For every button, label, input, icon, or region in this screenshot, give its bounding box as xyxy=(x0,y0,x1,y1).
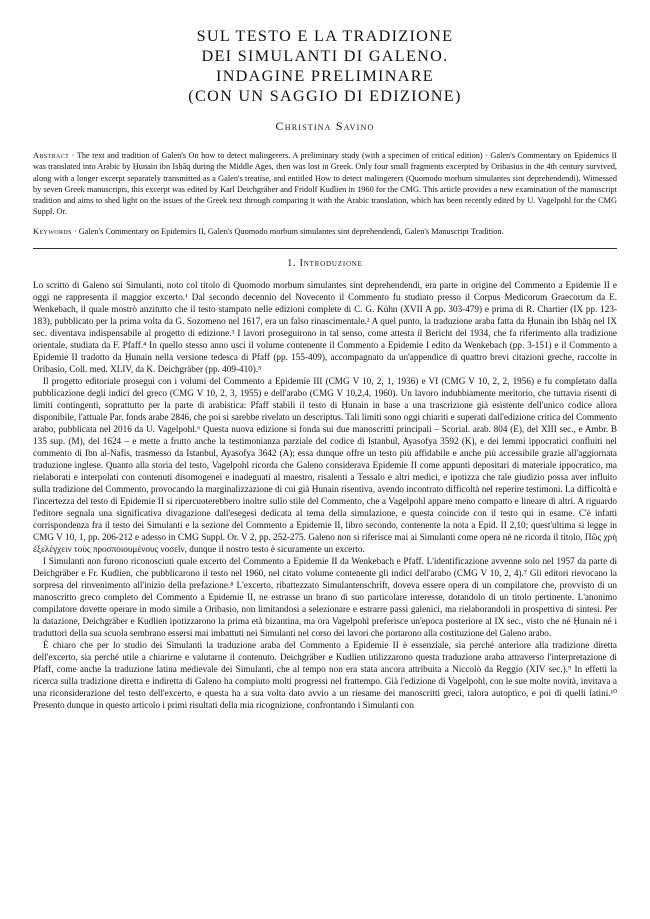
title-line: DEI SIMULANTI DI GALENO. xyxy=(201,47,449,65)
author-name: Christina Savino xyxy=(275,119,375,133)
paragraph: I Simulanti non furono riconosciuti quale excerto del Commento a Epidemie II da Wenkebach e Pfaff. L'identificazione avvenne solo nel 1957 da parte di Deichgräber e Fr. Kudlien, che pubblicarono il testo nel 1960, nel citato volume contenente gli indici dell'arabo (CMG V 10, 2, 4).⁷ Gli editori rievocano la sorpresa del rinvenimento all'inizio della prefazione.⁸ L'excerto, ribattezzato Simulantenschrift, doveva essere opera di un compilatore che, provvisto di un manoscritto greco completo del Commento a Epidemie II, ne estrasse un brano di suo particolare interesse, dotandolo di un titolo pertinente. L'anonimo compilatore dovette operare in modo simile a Oribasio, non limitandosi a selezionare e estrarre passi galenici, ma rielaborandoli in prospettiva di sintesi. Per la datazione, Deichgräber e Kudlien ipotizzarono la prima età bizantina, ma ora Vagelpohl preferisce un'epoca posteriore al IX sec., visto che né Ḥunain né i traduttori della sua scuola sembrano essersi mai imbattuti nei Simulanti nel corso dei lavori che portarono alla costituzione del Galeno arabo. xyxy=(33,556,617,639)
title-line: INDAGINE PRELIMINARE xyxy=(216,67,434,85)
title-line: (CON UN SAGGIO DI EDIZIONE) xyxy=(188,87,462,105)
divider xyxy=(33,248,617,249)
section-heading: 1. Introduzione xyxy=(287,258,363,270)
abstract xyxy=(33,150,617,218)
article-page xyxy=(33,26,617,711)
keywords-text: · Galen's Commentary on Epidemics II, Galen's Quomodo morbum simulantes sint deprehendendi, Galen's Manuscript Tradition. xyxy=(71,226,504,236)
article-title xyxy=(33,26,617,106)
paragraph: È chiaro che per lo studio dei Simulanti la traduzione araba del Commento a Epidemie II è essenziale, sia perché anteriore alla tradizione diretta dell'excerto, sia perché utile a chiarirne e valutarne il contenuto. Deichgräber e Kudlien utilizzarono questa traduzione araba attraverso l'interpretazione di Pfaff, come anche la traduzione latina medievale dei Simulanti, che al tempo non era stata ancora attribuita a Niccolò da Reggio (XIV sec.).⁹ In effetti la ricerca sulla tradizione diretta e indiretta di Galeno ha compiuto molti progressi nel frattempo. Già l'edizione di Vagelpohl, con le sue molte novità, invitava a una riconsiderazione del testo dell'excerto, e questa ha a sua volta dato avvio a un riesame dei manoscritti greci, talora autoptico, e poi di quelli latini.¹⁰ Presento dunque in questo articolo i primi risultati della mia ricognizione, confrontando i Simulanti con xyxy=(33,640,617,711)
paragraph: Il progetto editoriale proseguì con i volumi del Commento a Epidemie III (CMG V 10, 2, 1, 1936) e VI (CMG V 10, 2, 2, 1956) e fu completato dalla pubblicazione degli indici del greco (CMG V 10, 2, 3, 1955) e dell'arabo (CMG V 10,2,4, 1960). Un lavoro indubbiamente meritorio, che tuttavia risentì di limiti contingenti, soprattutto per la parte di arabistica: Pfaff stabilì il testo di Ḥunain in base a una trascrizione già esistente dell'unico codice allora disponibile, l'attuale Par. fonds arabe 2846, che poi si sarebbe rivelato un descriptus. Tali limiti sono oggi chiariti e superati dall'edizione critica del Commento arabo, pubblicata nel 2016 da U. Vagelpohl.⁶ Questa nuova edizione si fonda sui due manoscritti principali – Scorial. arab. 804 (E), del XIII sec., e Ambr. B 135 sup. (M), del 1624 – e mette a frutto anche la testimonianza parziale del codice di Istanbul, Ayasofya 3592 (K), e dei lemmi ippocratici confluiti nel commento di Ibn al-Nafis, trasmesso da Istanbul, Ayasofya 3642 (A); essa dunque offre un testo più affidabile e anche più accessibile grazie all'aggiornata traduzione inglese. Quanto alla storia del testo, Vagelpohl ricorda che Galeno considerava Epidemie II come appunti depositari di materiale ippocratico, ma rielaborati e interpolati con contenuti disomogenei e inadeguati al maestro, risalenti a Tessalo e altri medici, e ipotizza che tale giudizio possa aver influito sulla tradizione del Commento, provocando la marginalizzazione di cui già Ḥunain risentiva, avendo incontrato difficoltà nel reperire testimoni. La difficoltà e l'incertezza del testo di Epidemie II si ripercuoterebbero inoltre sullo stile del Commento, che a Vagelpohl appare meno compatto e lineare di altri. A riguardo l'editore segnala una significativa divagazione dall'esegesi dedicata al tema della simulazione, e questa coincide con il testo qui in esame. C'è infatti corrispondenza fra il testo dei Simulanti e la sezione del Commento a Epidemie II, libro secondo, contenente la nota a Epid. II 2,10; quest'ultima si legge in CMG V 10, 1, pp. 206-212 e adesso in CMG Suppl. Or. V 2, pp. 252-275. Galeno non si riferisce mai ai Simulanti come opera né ne ricorda il titolo, Πῶς χρὴ ἐξελέγχειν τοὺς προσποιουμένους νοσεῖν, dunque il nostro testo è sicuramente un excerto. xyxy=(33,376,617,555)
keywords-label: Keywords xyxy=(33,226,72,236)
paragraph: Lo scritto di Galeno sui Simulanti, noto col titolo di Quomodo morbum simulantes sint deprehendendi, era parte in origine del Commento a Epidemie II e oggi ne rappresenta il maggior excerto.¹ Dal secondo decennio del Novecento il Commento fu studiato presso il Corpus Medicorum Graecorum da E. Wenkebach, il quale mostrò anzitutto che il testo stampato nelle edizioni complete di C. G. Kühn (XVII A pp. 303-479) e prima di R. Chartier (IX pp. 123-183), pubblicato per la prima volta da G. Sozomeno nel 1617, era un falso rinascimentale.² A quel punto, la traduzione araba fatta da Ḥunain ibn Isḥāq nel IX sec. diventava indispensabile al progetto di edizione.³ I lavori proseguirono in tal senso, come attesta il Bericht del 1934, che fa riferimento alla tradizione orientale, studiata da F. Pfaff.⁴ In quello stesso anno uscì il volume contenente il Commento a Epidemie I edito da Wenkebach (pp. 3-151) e il Commento a Epidemie II tradotto da Ḥunain nella versione tedesca di Pfaff (pp. 155-409), accompagnato da un'appendice di quattro brevi citazioni greche, raccolte in Oribasio, Coll. med. XLIV, da K. Deichgräber (pp. 409-410).⁵ xyxy=(33,280,617,375)
title-line: SUL TESTO E LA TRADIZIONE xyxy=(196,27,454,45)
abstract-label: Abstract xyxy=(33,151,70,160)
keywords xyxy=(33,226,617,237)
abstract-text: · The text and tradition of Galen's On how to detect malingerers. A preliminary study (with a specimen of critical edition) · Galen's Commentary on Epidemics II was translated into Arabic by Ḥunain ibn Isḥāq during the Middle Ages, then was lost in Greek. Only four small fragments excerpted by Oribasius in the 4th century survived, along with a longer excerpt separately transmitted as a Galen's treatise, and entitled How to detect malingerers (Quomodo morbum simulantes sint deprehendendi). Witnessed by seven Greek manuscripts, this excerpt was edited by Karl Deichgräber and Fridolf Kudlien in 1960 for the CMG. This article provides a new examination of the manuscript tradition and aims to shed light on the issues of the Greek text through comparing it with the Arabic translation, which has been recently edited by U. Vagelpohl for the CMG Suppl. Or. xyxy=(33,151,617,217)
body-text xyxy=(33,279,617,711)
